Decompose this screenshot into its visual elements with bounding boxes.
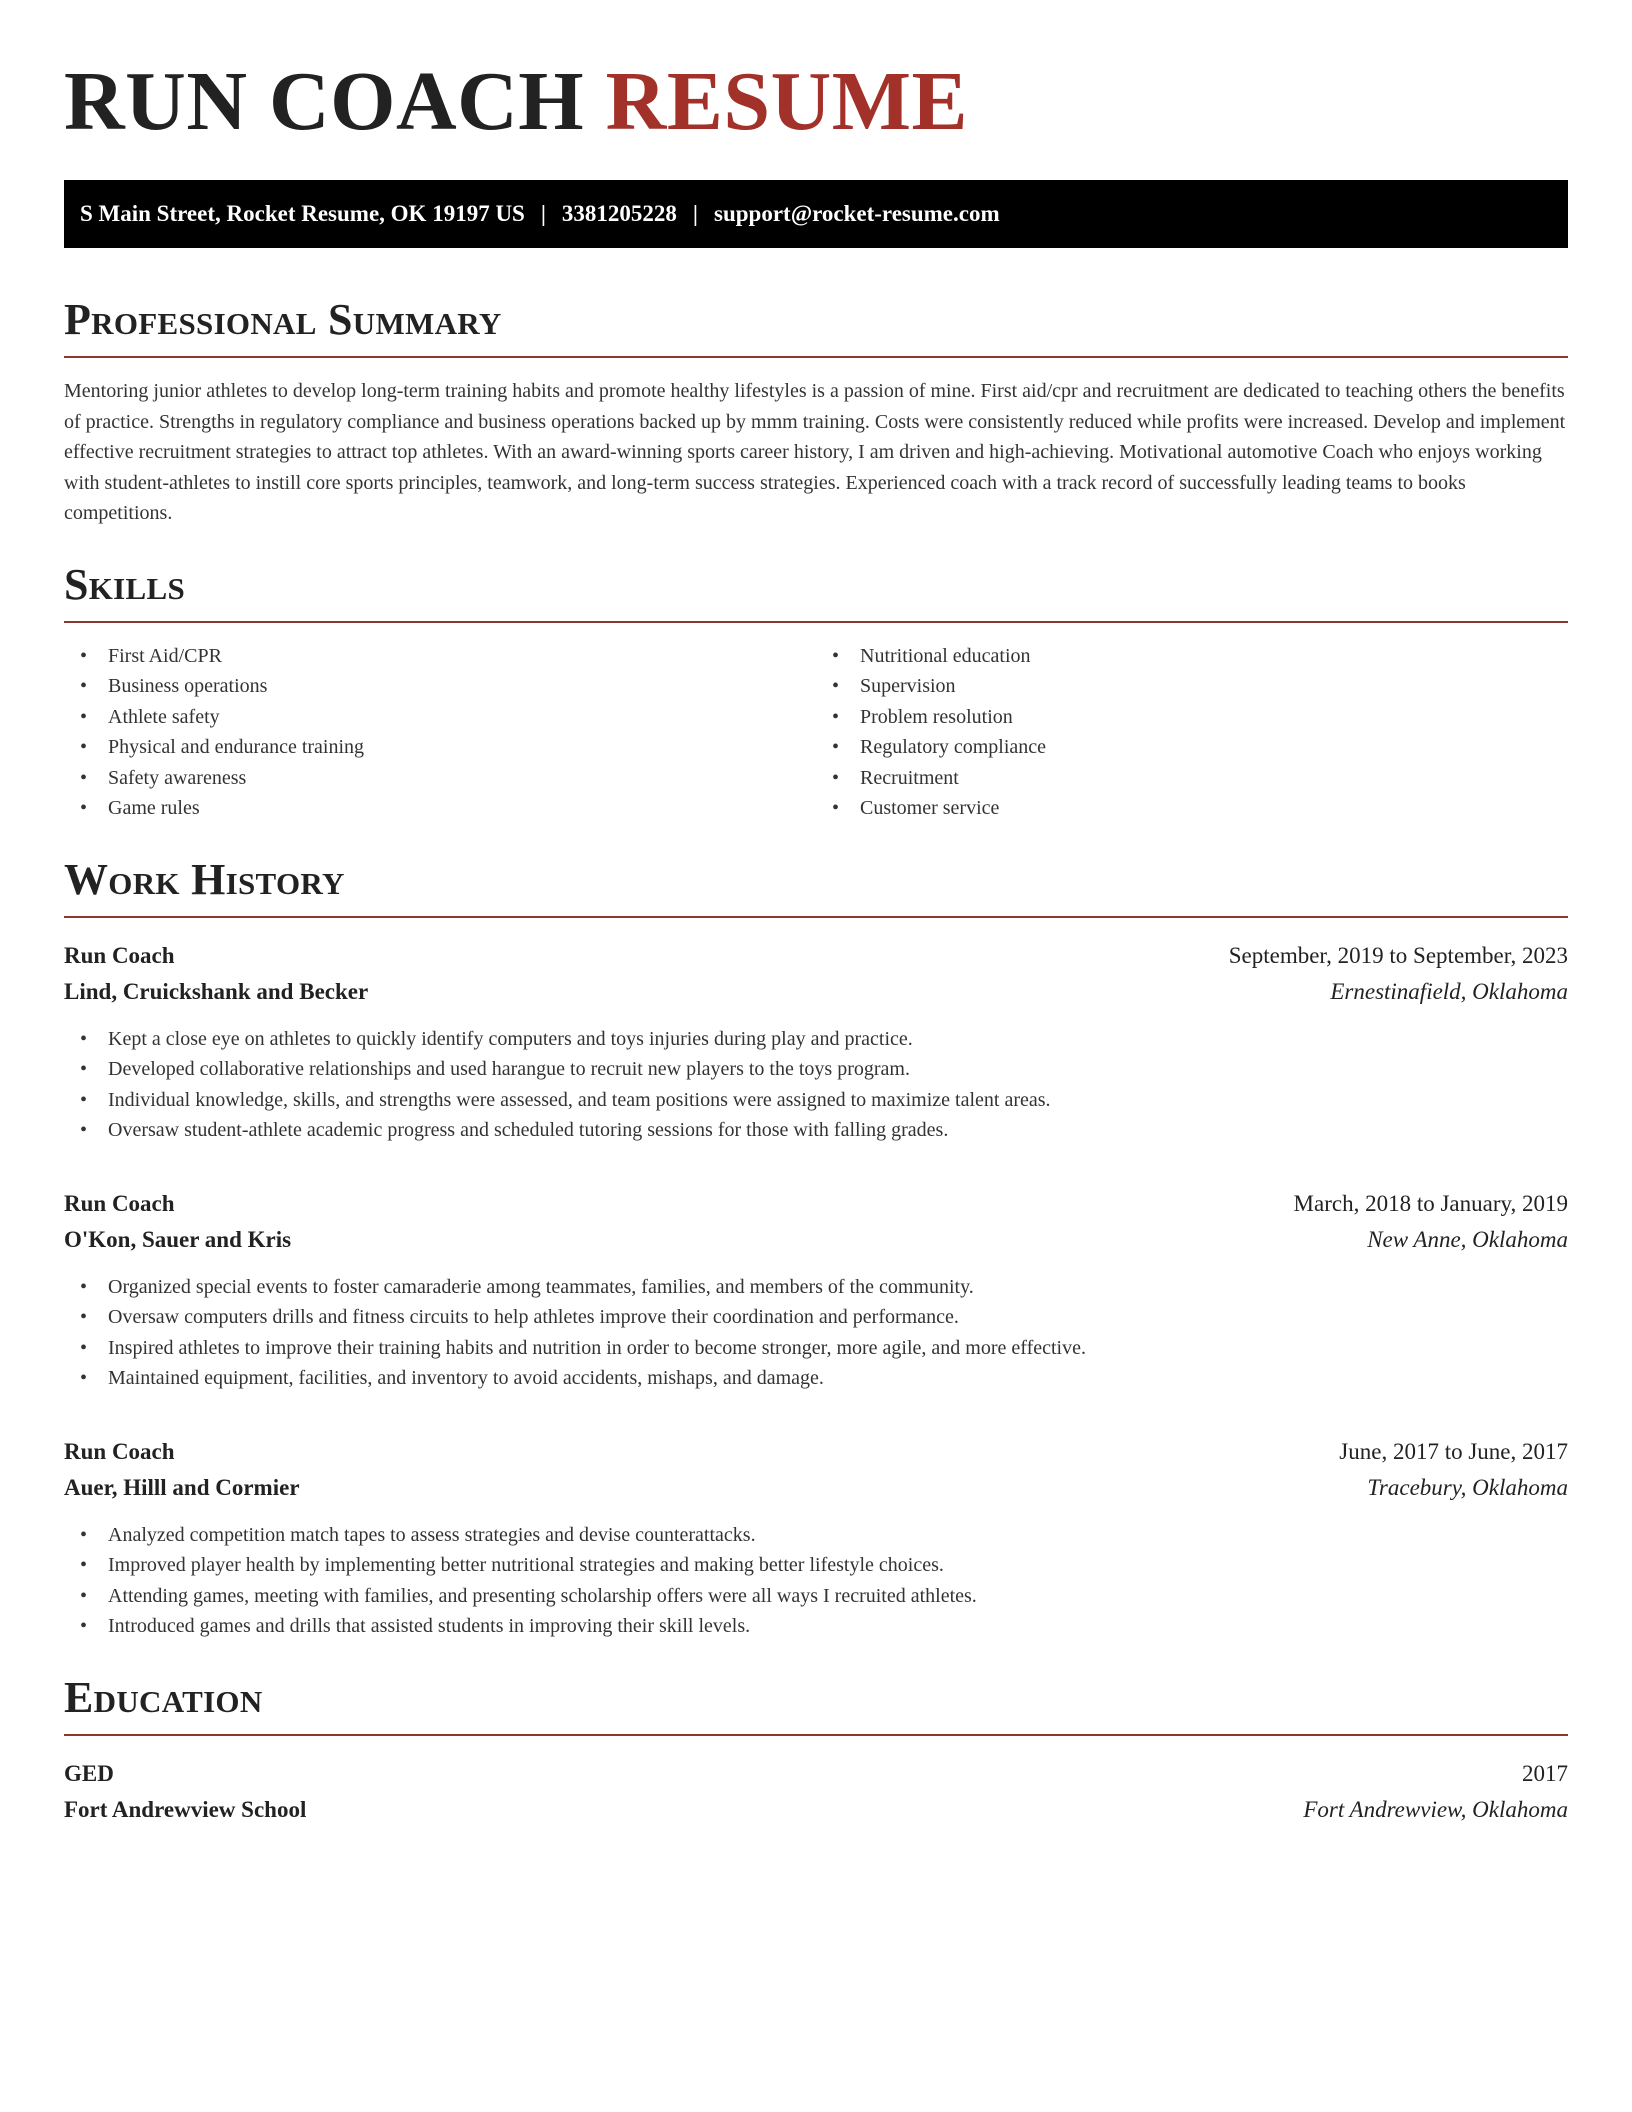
skills-heading: Skills [64,559,186,609]
job-title: Run Coach [64,1438,175,1464]
education-entry [64,1756,1568,1828]
job-location: Ernestinafield, Oklahoma [1330,978,1568,1004]
skill-item: • Safety awareness [64,763,816,794]
education-section [64,1672,1568,1828]
job-bullet: • Kept a close eye on athletes to quickly identify computers and toys injuries during play and practice. [64,1024,1568,1055]
skill-item: • Supervision [816,671,1568,702]
job-bullet: • Individual knowledge, skills, and strengths were assessed, and team positions were assigned to maximize talent areas. [64,1085,1568,1116]
job-entry [64,938,1568,1146]
job-title: Run Coach [64,1190,175,1216]
summary-section [64,294,1568,529]
contact-address: S Main Street, Rocket Resume, OK 19197 US [80,201,525,226]
contact-phone: 3381205228 [561,201,677,226]
education-heading: Education [64,1672,263,1722]
section-divider [64,916,1568,918]
job-dates: March, 2018 to January, 2019 [1293,1190,1568,1216]
job-bullets [64,1272,1568,1394]
job-bullet: • Attending games, meeting with families, and presenting scholarship offers were all ways I recruited athletes. [64,1581,1568,1612]
contact-separator: | [692,201,698,226]
skill-item: • Recruitment [816,763,1568,794]
contact-separator: | [540,201,546,226]
skills-section [64,559,1568,824]
job-bullet: • Developed collaborative relationships and used harangue to recruit new players to the toys program. [64,1054,1568,1085]
skill-item: • First Aid/CPR [64,641,816,672]
title-part-2: RESUME [605,55,969,148]
job-bullet: • Introduced games and drills that assisted students in improving their skill levels. [64,1611,1568,1642]
title-part-1: RUN COACH [64,55,585,148]
section-divider [64,621,1568,623]
job-company: O'Kon, Sauer and Kris [64,1226,292,1252]
job-dates: June, 2017 to June, 2017 [1339,1438,1568,1464]
job-location: Tracebury, Oklahoma [1367,1474,1568,1500]
skill-item: • Problem resolution [816,702,1568,733]
education-degree: GED [64,1760,114,1786]
job-bullets [64,1520,1568,1642]
contact-bar [64,180,1568,248]
contact-email: support@rocket-resume.com [714,201,1000,226]
job-bullet: • Maintained equipment, facilities, and inventory to avoid accidents, mishaps, and damage. [64,1363,1568,1394]
skill-item: • Business operations [64,671,816,702]
job-bullets [64,1024,1568,1146]
education-school: Fort Andrewview School [64,1796,307,1822]
work-section [64,854,1568,1642]
skill-item: • Regulatory compliance [816,732,1568,763]
skill-item: • Physical and endurance training [64,732,816,763]
job-bullet: • Analyzed competition match tapes to assess strategies and devise counterattacks. [64,1520,1568,1551]
section-divider [64,1734,1568,1736]
skill-item: • Nutritional education [816,641,1568,672]
job-title: Run Coach [64,942,175,968]
skills-column-2 [816,641,1568,824]
job-bullet: • Inspired athletes to improve their training habits and nutrition in order to become stronger, more agile, and more effective. [64,1333,1568,1364]
job-company: Auer, Hilll and Cormier [64,1474,300,1500]
job-location: New Anne, Oklahoma [1367,1226,1568,1252]
job-dates: September, 2019 to September, 2023 [1228,942,1568,968]
job-entry [64,1434,1568,1642]
skills-list [64,641,1568,824]
education-year: 2017 [1522,1760,1568,1786]
skills-column-1 [64,641,816,824]
summary-heading: Professional Summary [64,295,502,344]
job-bullet: • Organized special events to foster camaraderie among teammates, families, and members of the community. [64,1272,1568,1303]
job-entry [64,1186,1568,1394]
summary-text: Mentoring junior athletes to develop long-term training habits and promote healthy lifestyles is a passion of mine. First aid/cpr and recruitment are dedicated to teaching others the benefits of practice. Strengths in regulatory compliance and business operations backed up by mmm training. Costs were consistently reduced while profits were increased. Develop and implement effective recruitment strategies to attract top athletes. With an award-winning sports career history, I am driven and high-achieving. Motivational automotive Coach who enjoys working with student-athletes to instill core sports principles, teamwork, and long-term success strategies. Experienced coach with a track record of successfully leading teams to books competitions. [64,380,1566,524]
work-heading: Work History [64,854,345,904]
skill-item: • Athlete safety [64,702,816,733]
job-bullet: • Oversaw student-athlete academic progress and scheduled tutoring sessions for those with falling grades. [64,1115,1568,1146]
resume-title [64,52,1568,152]
job-company: Lind, Cruickshank and Becker [64,978,369,1004]
section-divider [64,356,1568,358]
education-location: Fort Andrewview, Oklahoma [1303,1796,1568,1822]
job-bullet: • Improved player health by implementing better nutritional strategies and making better lifestyle choices. [64,1550,1568,1581]
skill-item: • Game rules [64,793,816,824]
skill-item: • Customer service [816,793,1568,824]
job-bullet: • Oversaw computers drills and fitness circuits to help athletes improve their coordination and performance. [64,1302,1568,1333]
